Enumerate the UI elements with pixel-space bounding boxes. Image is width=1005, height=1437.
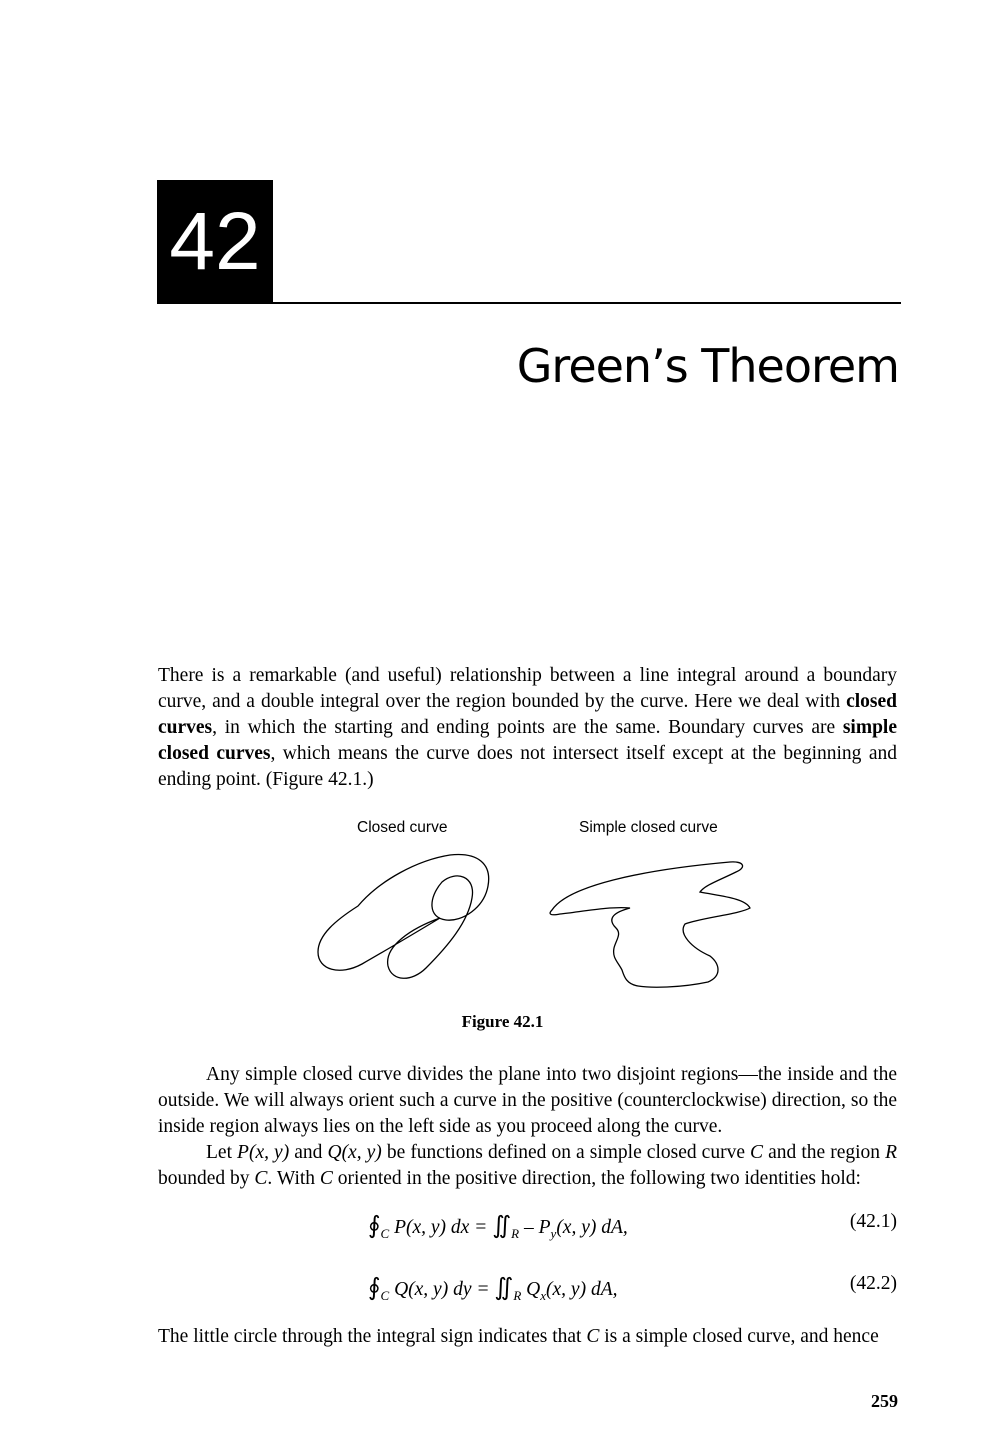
closing-paragraph: The little circle through the integral sign indicates that C is a simple closed curve, and hence <box>158 1326 879 1347</box>
chapter-rule <box>273 302 901 304</box>
paragraph-functions: Let P(x, y) and Q(x, y) be functions defined on a simple closed curve C and the region R bounded by C. With C oriented in the positive direction, the following two identities hold: <box>158 1142 898 1189</box>
closed-curve-drawing <box>318 855 489 979</box>
page-number: 259 <box>871 1391 898 1411</box>
figure-caption: Figure 42.1 <box>461 1012 544 1031</box>
term-simple-closed-curves: simple closed curves <box>158 717 897 764</box>
chapter-number-box <box>157 180 273 304</box>
equation-42-1-body: $∮_C$ P(x, y) dx = $∬_R - P_y(x$, y) dA, <box>368 1213 628 1241</box>
body-text <box>158 1062 897 1192</box>
equation-42-2-body: $∮_C$ Q(x, y) dy = $∬_R$ $Q_x(x$, y) dA, <box>368 1275 618 1303</box>
equation-number: (42.2) <box>849 1273 897 1294</box>
paragraph-regions: Any simple closed curve divides the plane into two disjoint regions—the inside and the outside. We will always orient such a curve in the positive (counterclockwise) direction, so the inside region always lies on the left side as you proceed along the curve. <box>158 1064 897 1137</box>
chapter-number: 42 <box>169 196 261 287</box>
contour-integral-sign: ∮ <box>368 1275 381 1301</box>
double-integral-sign: ∬ <box>492 1213 512 1239</box>
figure-label-closed-curve: Closed curve <box>357 819 448 836</box>
equation-number: (42.1) <box>849 1211 897 1232</box>
term-closed-curves: closed curves <box>158 691 897 738</box>
curves-figure <box>300 840 770 1000</box>
double-integral-sign: ∬ <box>494 1275 514 1301</box>
intro-paragraph: There is a remarkable (and useful) relationship between a line integral around a boundary curve, and a double integral over the region bounded by the curve. Here we deal with closed curves, in which the starting and ending points are the same. Boundary curves are simple closed curves, which means the curve does not intersect itself except at the beginning and ending point. (Figure 42.1.) <box>158 665 897 790</box>
contour-integral-sign: ∮ <box>368 1213 381 1239</box>
simple-closed-curve-drawing <box>550 862 750 987</box>
chapter-title: Green’s Theorem <box>516 339 899 393</box>
figure-label-simple-closed-curve: Simple closed curve <box>579 819 718 836</box>
